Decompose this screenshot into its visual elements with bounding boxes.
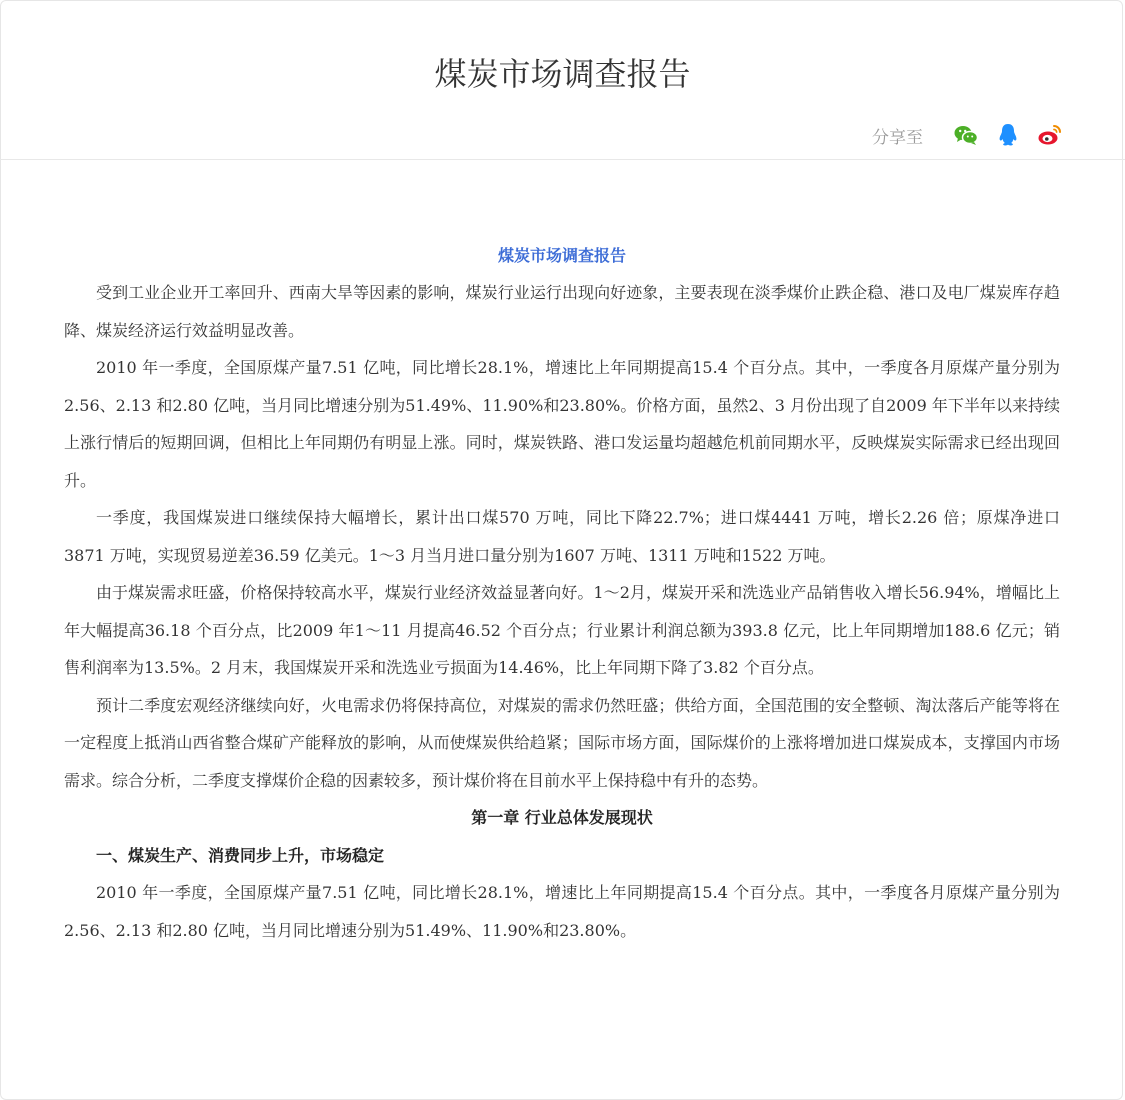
article-title: 煤炭市场调查报告 (497, 246, 626, 265)
paragraph-5: 预计二季度宏观经济继续向好，火电需求仍将保持高位，对煤炭的需求仍然旺盛；供给方面，全国范围的安全整顿、淘汰落后产能等将在一定程度上抵消山西省整合煤矿产能释放的影响，从而使煤炭供给趋紧；国际市场方面，国际煤价的上涨将增加进口煤炭成本，支撑国内市场需求。综合分析，二季度支撑煤价企稳的因素较多，预计煤价将在目前水平上保持稳中有升的态势。 (64, 695, 1060, 790)
page-header (0, 0, 1125, 160)
page-title: 煤炭市场调查报告 (434, 55, 691, 93)
section-heading: 一、煤炭生产、消费同步上升，市场稳定 (96, 845, 385, 865)
share-bar (872, 120, 1063, 150)
article-body (64, 238, 1060, 949)
paragraph-2: 2010 年一季度，全国原煤产量7.51 亿吨，同比增长28.1%，增速比上年同期提高15.4 个百分点。其中，一季度各月原煤产量分别为2.56、2.13 和2.80 亿吨，当月同比增速分别为51.49%、11.90%和23.80%。价格方面，虽然2、3 月份出现了自2009 年下半年以来持续上涨行情后的短期回调，但相比上年同期仍有明显上涨。同时，煤炭铁路、港口发运量均超越危机前同期水平，反映煤炭实际需求已经出现回升。 (64, 358, 1060, 490)
paragraph-1: 受到工业企业开工率回升、西南大旱等因素的影响，煤炭行业运行出现向好迹象，主要表现在淡季煤价止跌企稳、港口及电厂煤炭库存趋降、煤炭经济运行效益明显改善。 (64, 283, 1060, 340)
share-label: 分享至 (872, 127, 923, 148)
paragraph-3: 一季度，我国煤炭进口继续保持大幅增长，累计出口煤570 万吨，同比下降22.7%；进口煤4441 万吨，增长2.26 倍；原煤净进口3871 万吨，实现贸易逆差36.59 亿美元。1～3 月当月进口量分别为1607 万吨、1311 万吨和1522 万吨。 (64, 508, 1060, 565)
weibo-icon[interactable] (1037, 122, 1063, 148)
chapter-heading: 第一章 行业总体发展现状 (471, 808, 653, 827)
section-paragraph: 2010 年一季度，全国原煤产量7.51 亿吨，同比增长28.1%，增速比上年同期提高15.4 个百分点。其中，一季度各月原煤产量分别为2.56、2.13 和2.80 亿吨，当月同比增速分别为51.49%、11.90%和23.80%。 (64, 883, 1060, 940)
paragraph-4: 由于煤炭需求旺盛，价格保持较高水平，煤炭行业经济效益显著向好。1～2月，煤炭开采和洗选业产品销售收入增长56.94%，增幅比上年大幅提高36.18 个百分点，比2009 年1～11 月提高46.52 个百分点；行业累计利润总额为393.8 亿元，比上年同期增加188.6 亿元；销售利润率为13.5%。2 月末，我国煤炭开采和洗选业亏损面为14.46%，比上年同期下降了3.82 个百分点。 (64, 583, 1060, 677)
wechat-icon[interactable] (953, 122, 979, 148)
qq-icon[interactable] (995, 122, 1021, 148)
